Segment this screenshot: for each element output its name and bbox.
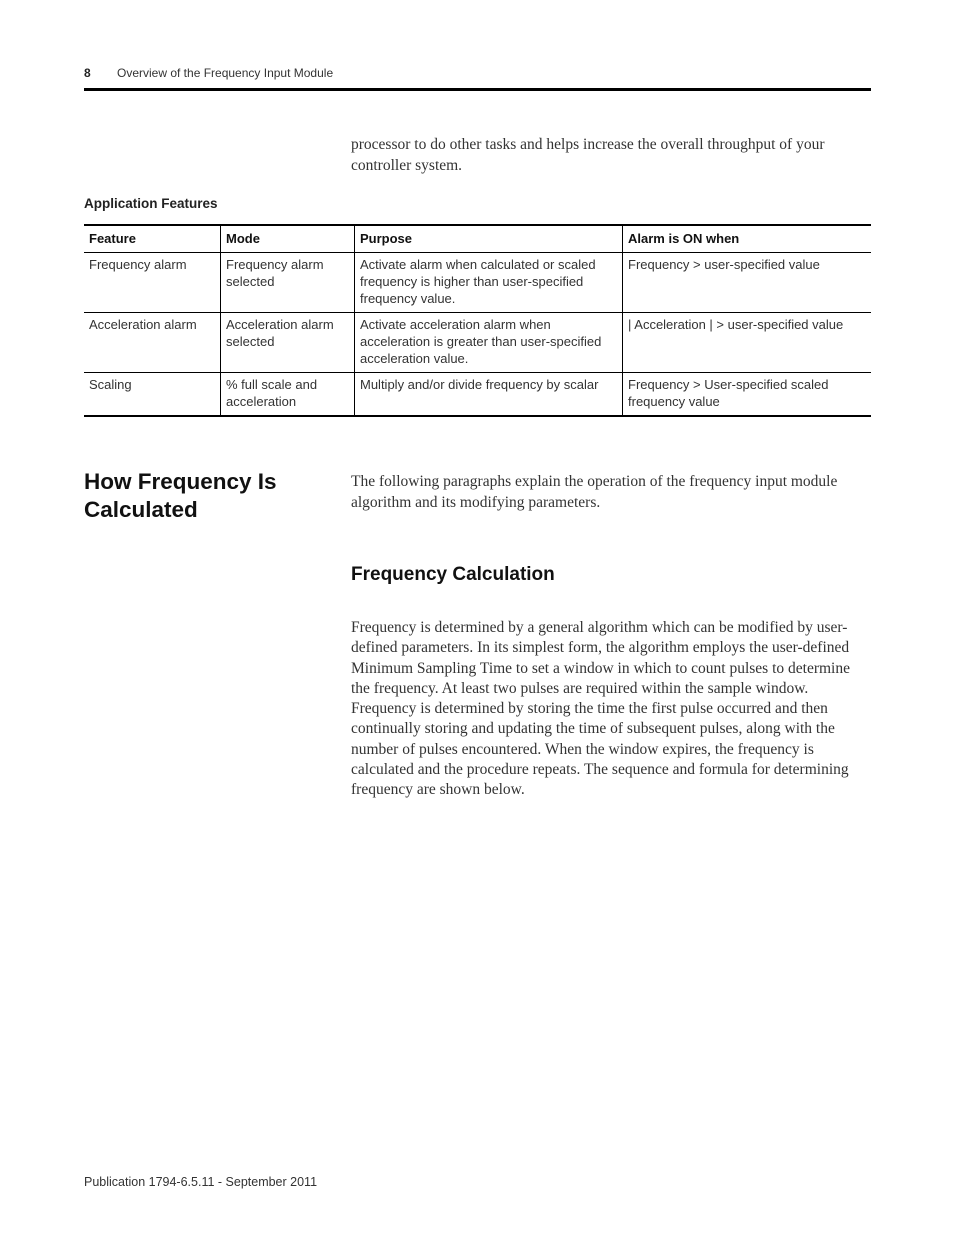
body-paragraph: Frequency is determined by a general algorithm which can be modified by user-defined parameters. In its simplest form, the algorithm employs the user-defined Minimum Sampling Time to set a window in which to count pulses to determine the frequency. At least two pulses are required within the sample window. Frequency is determined by storing the time the first pulse occurred and then continually storing and updating the time of subsequent pulses, along with the number of pulses encountered. When the window expires, the frequency is calculated and the procedure repeats. The sequence and formula for determining frequency are shown below.	[351, 619, 850, 799]
table-caption: Application Features	[84, 196, 218, 211]
column-header-purpose: Purpose	[355, 225, 623, 253]
table-cell: Frequency alarm selected	[221, 253, 355, 313]
table-row	[84, 253, 871, 313]
running-title: Overview of the Frequency Input Module	[117, 66, 334, 80]
table-cell: Acceleration alarm selected	[221, 313, 355, 373]
table-cell: | Acceleration | > user-specified value	[623, 313, 872, 373]
table-cell: Frequency > User-specified scaled frequency value	[623, 373, 872, 417]
table-row	[84, 373, 871, 417]
table-cell: Frequency > user-specified value	[623, 253, 872, 313]
publication-footer: Publication 1794-6.5.11 - September 2011	[84, 1175, 318, 1189]
page-number: 8	[84, 66, 91, 80]
subsection-heading: Frequency Calculation	[351, 564, 555, 585]
column-header-mode: Mode	[221, 225, 355, 253]
column-header-feature: Feature	[84, 225, 221, 253]
table-row	[84, 313, 871, 373]
table-cell: Activate alarm when calculated or scaled frequency is higher than user-specified frequency value.	[355, 253, 623, 313]
application-features-table	[84, 224, 871, 417]
table-cell: Acceleration alarm	[84, 313, 221, 373]
table-cell: Scaling	[84, 373, 221, 417]
section-heading: How Frequency Is Calculated	[84, 469, 277, 522]
section-intro: The following paragraphs explain the operation of the frequency input module algorithm and its modifying parameters.	[351, 473, 838, 511]
table-cell: Frequency alarm	[84, 253, 221, 313]
intro-paragraph: processor to do other tasks and helps increase the overall throughput of your controller system.	[351, 136, 825, 174]
table-cell: Activate acceleration alarm when acceleration is greater than user-specified acceleration value.	[355, 313, 623, 373]
table-cell: Multiply and/or divide frequency by scalar	[355, 373, 623, 417]
table-cell: % full scale and acceleration	[221, 373, 355, 417]
table-header-row	[84, 225, 871, 253]
header-rule	[84, 88, 871, 91]
column-header-alarm-on-when: Alarm is ON when	[623, 225, 872, 253]
